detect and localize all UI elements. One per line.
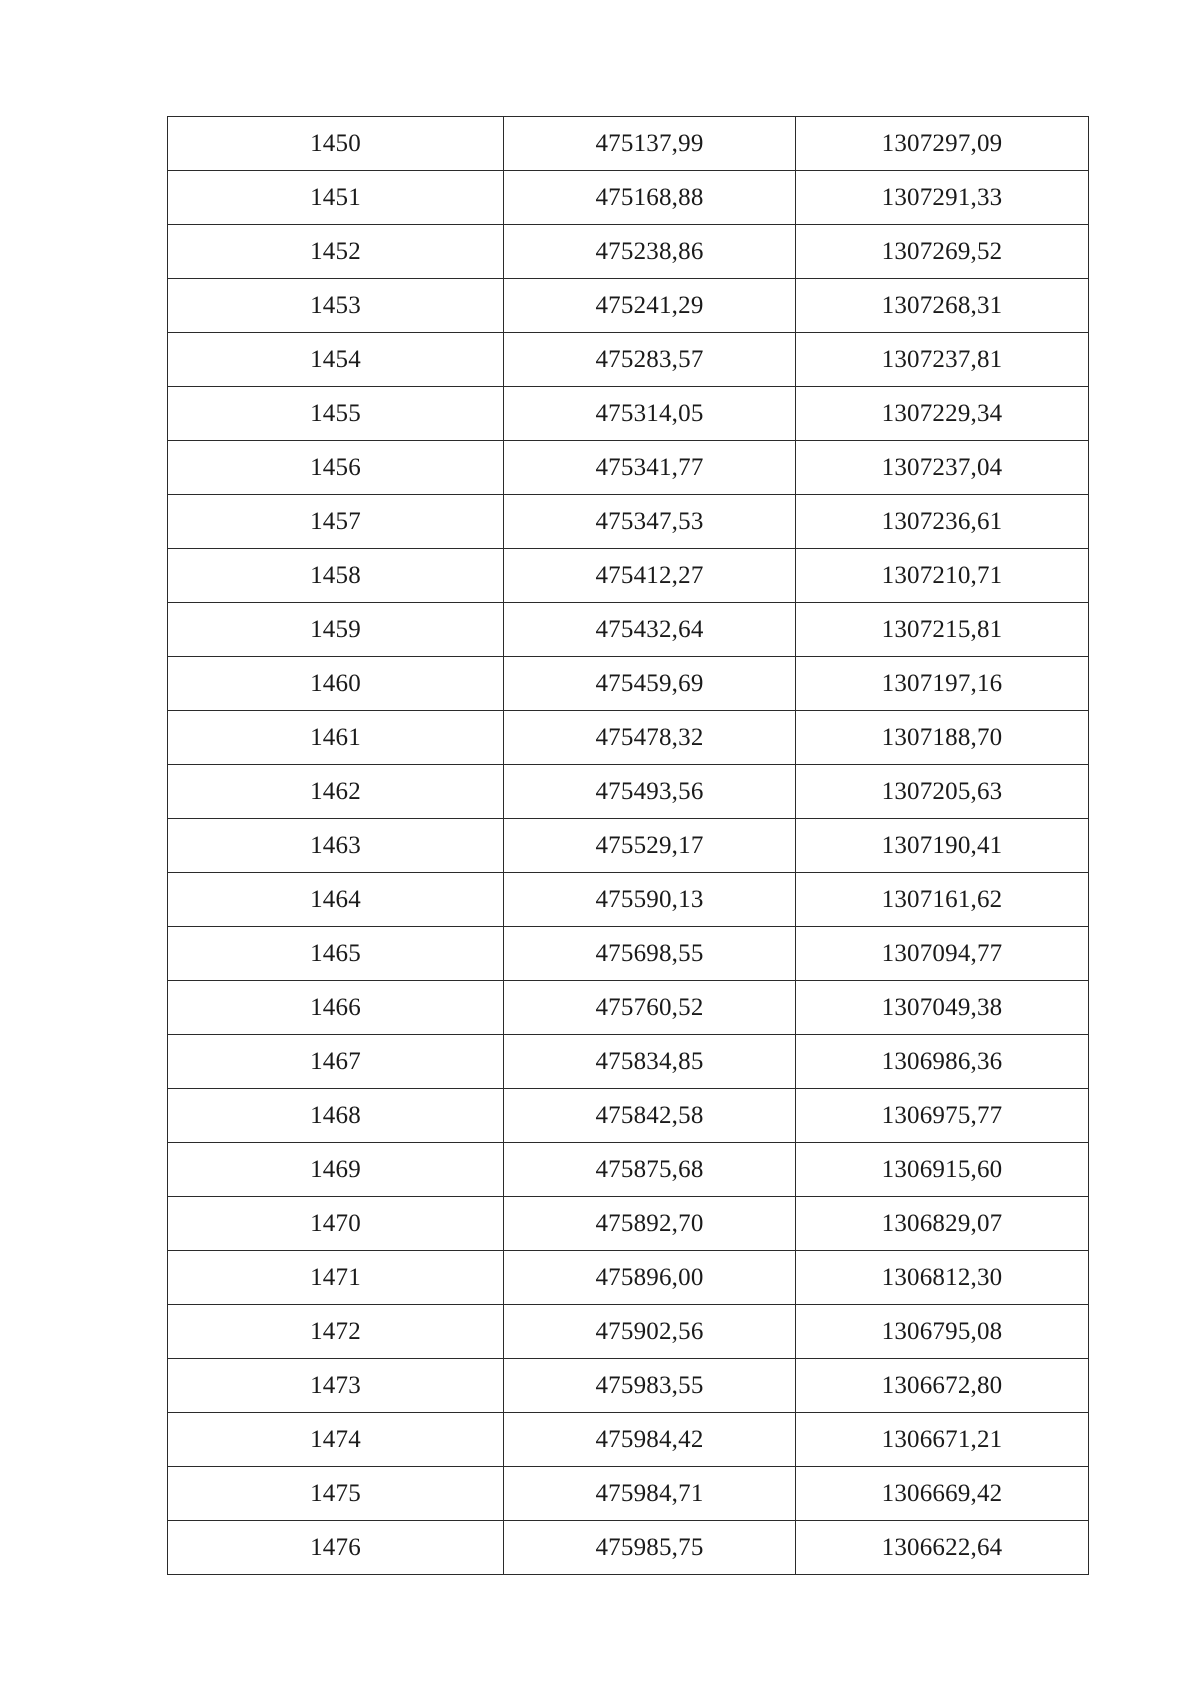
x-coordinate-cell: 475902,56 — [504, 1305, 796, 1359]
table-row — [168, 333, 1089, 387]
point-number-cell: 1461 — [168, 711, 504, 765]
x-coordinate-cell: 475698,55 — [504, 927, 796, 981]
y-coordinate-cell: 1307215,81 — [796, 603, 1089, 657]
x-coordinate-cell: 475896,00 — [504, 1251, 796, 1305]
y-coordinate-cell: 1307237,81 — [796, 333, 1089, 387]
table-row — [168, 1035, 1089, 1089]
x-coordinate-cell: 475760,52 — [504, 981, 796, 1035]
x-coordinate-cell: 475347,53 — [504, 495, 796, 549]
table-row — [168, 1413, 1089, 1467]
x-coordinate-cell: 475834,85 — [504, 1035, 796, 1089]
table-row — [168, 117, 1089, 171]
point-number-cell: 1454 — [168, 333, 504, 387]
table-row — [168, 1521, 1089, 1575]
table-row — [168, 549, 1089, 603]
table-row — [168, 171, 1089, 225]
coordinates-table — [167, 116, 1089, 1575]
table-row — [168, 927, 1089, 981]
table-row — [168, 711, 1089, 765]
point-number-cell: 1456 — [168, 441, 504, 495]
y-coordinate-cell: 1306669,42 — [796, 1467, 1089, 1521]
y-coordinate-cell: 1306915,60 — [796, 1143, 1089, 1197]
y-coordinate-cell: 1306829,07 — [796, 1197, 1089, 1251]
point-number-cell: 1472 — [168, 1305, 504, 1359]
y-coordinate-cell: 1307049,38 — [796, 981, 1089, 1035]
x-coordinate-cell: 475412,27 — [504, 549, 796, 603]
table-row — [168, 1197, 1089, 1251]
point-number-cell: 1451 — [168, 171, 504, 225]
table-row — [168, 1143, 1089, 1197]
y-coordinate-cell: 1306795,08 — [796, 1305, 1089, 1359]
y-coordinate-cell: 1306986,36 — [796, 1035, 1089, 1089]
table-row — [168, 765, 1089, 819]
y-coordinate-cell: 1306672,80 — [796, 1359, 1089, 1413]
y-coordinate-cell: 1307237,04 — [796, 441, 1089, 495]
y-coordinate-cell: 1306671,21 — [796, 1413, 1089, 1467]
y-coordinate-cell: 1307161,62 — [796, 873, 1089, 927]
table-row — [168, 387, 1089, 441]
x-coordinate-cell: 475341,77 — [504, 441, 796, 495]
point-number-cell: 1465 — [168, 927, 504, 981]
point-number-cell: 1466 — [168, 981, 504, 1035]
y-coordinate-cell: 1307291,33 — [796, 171, 1089, 225]
table-row — [168, 981, 1089, 1035]
x-coordinate-cell: 475478,32 — [504, 711, 796, 765]
x-coordinate-cell: 475875,68 — [504, 1143, 796, 1197]
table-row — [168, 1089, 1089, 1143]
x-coordinate-cell: 475984,42 — [504, 1413, 796, 1467]
point-number-cell: 1459 — [168, 603, 504, 657]
x-coordinate-cell: 475842,58 — [504, 1089, 796, 1143]
x-coordinate-cell: 475238,86 — [504, 225, 796, 279]
point-number-cell: 1468 — [168, 1089, 504, 1143]
x-coordinate-cell: 475493,56 — [504, 765, 796, 819]
point-number-cell: 1457 — [168, 495, 504, 549]
x-coordinate-cell: 475283,57 — [504, 333, 796, 387]
point-number-cell: 1464 — [168, 873, 504, 927]
y-coordinate-cell: 1307197,16 — [796, 657, 1089, 711]
point-number-cell: 1467 — [168, 1035, 504, 1089]
point-number-cell: 1470 — [168, 1197, 504, 1251]
x-coordinate-cell: 475983,55 — [504, 1359, 796, 1413]
x-coordinate-cell: 475985,75 — [504, 1521, 796, 1575]
y-coordinate-cell: 1307269,52 — [796, 225, 1089, 279]
y-coordinate-cell: 1306622,64 — [796, 1521, 1089, 1575]
table-row — [168, 1305, 1089, 1359]
x-coordinate-cell: 475984,71 — [504, 1467, 796, 1521]
table-row — [168, 1359, 1089, 1413]
y-coordinate-cell: 1307268,31 — [796, 279, 1089, 333]
y-coordinate-cell: 1307190,41 — [796, 819, 1089, 873]
y-coordinate-cell: 1307229,34 — [796, 387, 1089, 441]
point-number-cell: 1476 — [168, 1521, 504, 1575]
table-row — [168, 1467, 1089, 1521]
point-number-cell: 1462 — [168, 765, 504, 819]
y-coordinate-cell: 1306812,30 — [796, 1251, 1089, 1305]
point-number-cell: 1473 — [168, 1359, 504, 1413]
x-coordinate-cell: 475892,70 — [504, 1197, 796, 1251]
y-coordinate-cell: 1307297,09 — [796, 117, 1089, 171]
point-number-cell: 1455 — [168, 387, 504, 441]
table-row — [168, 873, 1089, 927]
x-coordinate-cell: 475432,64 — [504, 603, 796, 657]
table-row — [168, 495, 1089, 549]
y-coordinate-cell: 1306975,77 — [796, 1089, 1089, 1143]
x-coordinate-cell: 475241,29 — [504, 279, 796, 333]
point-number-cell: 1460 — [168, 657, 504, 711]
y-coordinate-cell: 1307236,61 — [796, 495, 1089, 549]
point-number-cell: 1469 — [168, 1143, 504, 1197]
table-row — [168, 819, 1089, 873]
table-row — [168, 225, 1089, 279]
x-coordinate-cell: 475459,69 — [504, 657, 796, 711]
y-coordinate-cell: 1307094,77 — [796, 927, 1089, 981]
y-coordinate-cell: 1307205,63 — [796, 765, 1089, 819]
table-row — [168, 657, 1089, 711]
table-row — [168, 603, 1089, 657]
x-coordinate-cell: 475137,99 — [504, 117, 796, 171]
y-coordinate-cell: 1307210,71 — [796, 549, 1089, 603]
point-number-cell: 1463 — [168, 819, 504, 873]
point-number-cell: 1474 — [168, 1413, 504, 1467]
x-coordinate-cell: 475314,05 — [504, 387, 796, 441]
coordinates-table-body — [168, 117, 1089, 1575]
point-number-cell: 1471 — [168, 1251, 504, 1305]
point-number-cell: 1458 — [168, 549, 504, 603]
table-row — [168, 441, 1089, 495]
x-coordinate-cell: 475529,17 — [504, 819, 796, 873]
point-number-cell: 1452 — [168, 225, 504, 279]
table-row — [168, 279, 1089, 333]
table-row — [168, 1251, 1089, 1305]
point-number-cell: 1475 — [168, 1467, 504, 1521]
x-coordinate-cell: 475590,13 — [504, 873, 796, 927]
point-number-cell: 1453 — [168, 279, 504, 333]
x-coordinate-cell: 475168,88 — [504, 171, 796, 225]
point-number-cell: 1450 — [168, 117, 504, 171]
y-coordinate-cell: 1307188,70 — [796, 711, 1089, 765]
